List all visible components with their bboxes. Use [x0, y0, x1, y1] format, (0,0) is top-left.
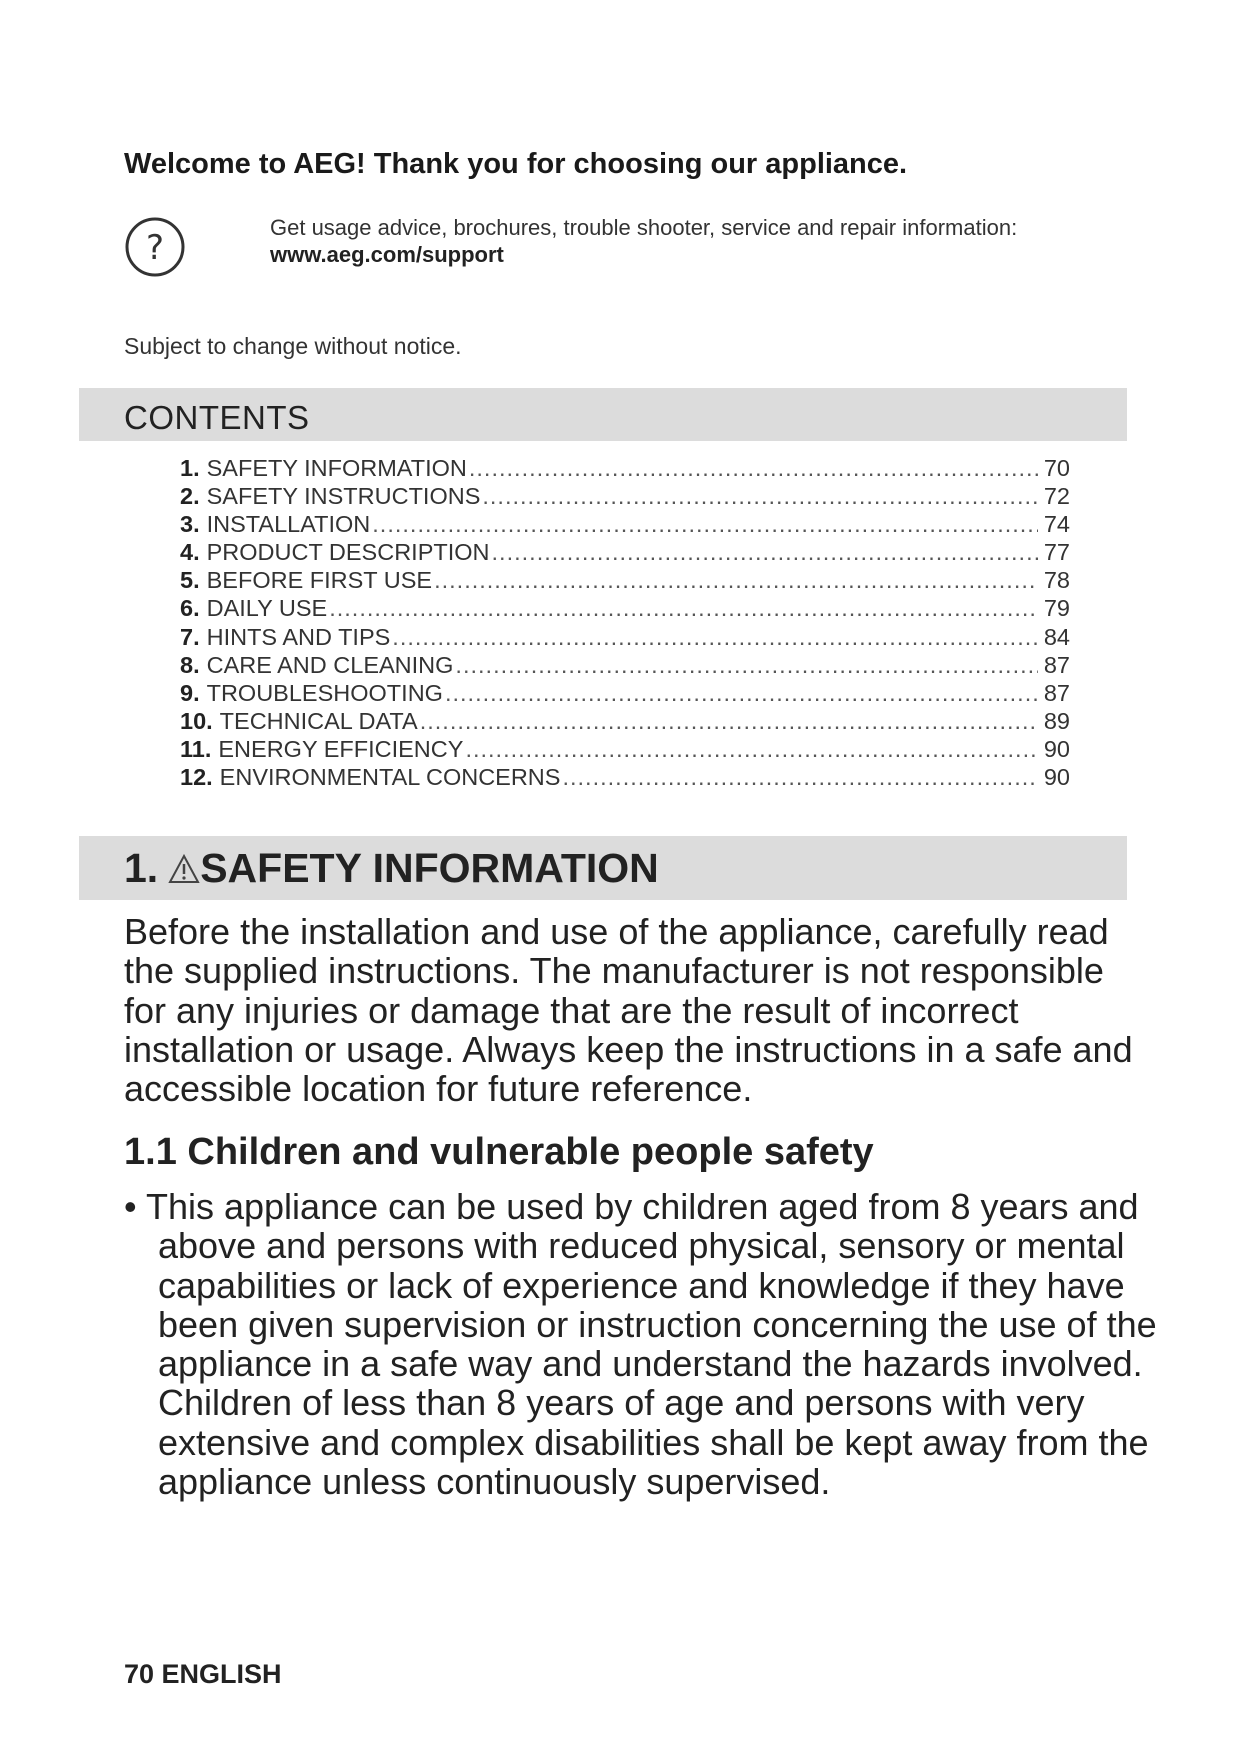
toc-leader — [469, 455, 1038, 482]
support-info — [270, 214, 1017, 268]
page-footer: 70 ENGLISH — [124, 1659, 282, 1689]
toc-label: ENVIRONMENTAL CONCERNS — [219, 764, 561, 791]
toc-number: 6. — [180, 595, 200, 622]
toc-item[interactable] — [180, 539, 1070, 567]
table-of-contents — [180, 455, 1070, 792]
toc-leader — [455, 652, 1038, 679]
toc-number: 4. — [180, 539, 200, 566]
toc-leader — [465, 736, 1038, 763]
toc-label: ENERGY EFFICIENCY — [218, 735, 464, 762]
toc-item[interactable] — [180, 455, 1070, 483]
section-number: 1. — [124, 845, 159, 891]
toc-page: 78 — [1043, 567, 1070, 594]
toc-label: TROUBLESHOOTING — [206, 679, 443, 706]
toc-leader — [329, 595, 1038, 622]
section-title: SAFETY INFORMATION — [200, 845, 659, 891]
toc-page: 90 — [1043, 764, 1070, 791]
toc-leader — [434, 567, 1038, 594]
toc-item[interactable] — [180, 736, 1070, 764]
toc-item[interactable] — [180, 595, 1070, 623]
toc-page: 72 — [1043, 483, 1070, 510]
bullet-text: This appliance can be used by children aged from 8 years and above and persons with reduced physical, sensory or mental capabilities or lack of experience and knowledge if they have been given supervision or instruction concerning the use of the appliance in a safe way and understand the hazards involved. Children of less than 8 years of age and persons with very extensive and complex disabilities shall be kept away from the appliance unless continuously supervised. — [145, 1186, 1157, 1503]
toc-label: SAFETY INSTRUCTIONS — [206, 483, 481, 510]
toc-page: 77 — [1043, 539, 1070, 566]
toc-number: 2. — [180, 483, 200, 510]
bullet-item: • This appliance can be used by children aged from 8 years and above and persons with reduced physical, sensory or mental capabilities or lack of experience and knowledge if they have been given supervision or instruction concerning the use of the appliance in a safe way and understand the hazards involved. Children of less than 8 years of age and persons with very extensive and complex disabilities shall be kept away from the appliance unless continuously supervised. — [124, 1186, 1157, 1503]
toc-label: PRODUCT DESCRIPTION — [206, 539, 490, 566]
contents-title: CONTENTS — [124, 399, 310, 436]
toc-page: 84 — [1043, 623, 1070, 650]
toc-label: DAILY USE — [206, 595, 328, 622]
toc-item[interactable] — [180, 764, 1070, 792]
toc-label: HINTS AND TIPS — [206, 623, 391, 650]
toc-leader — [372, 511, 1038, 538]
toc-page: 87 — [1043, 679, 1070, 706]
toc-number: 8. — [180, 651, 200, 678]
toc-item[interactable] — [180, 708, 1070, 736]
toc-leader — [482, 483, 1038, 510]
toc-leader — [445, 680, 1038, 707]
question-circle-icon — [124, 216, 186, 278]
toc-number: 3. — [180, 511, 200, 538]
subsection-heading: 1.1 Children and vulnerable people safety — [124, 1131, 874, 1173]
warning-triangle-icon — [168, 854, 200, 884]
toc-label: TECHNICAL DATA — [219, 707, 418, 734]
safety-intro: Before the installation and use of the appliance, carefully read the supplied instructions. The manufacturer is not responsible for any injuries or damage that are the result of incorrect installation or usage. Always keep the instructions in a safe and accessible location for future reference. — [124, 911, 1133, 1110]
section-heading — [124, 845, 659, 892]
change-notice: Subject to change without notice. — [124, 333, 462, 359]
welcome-heading: Welcome to AEG! Thank you for choosing our appliance. — [124, 148, 908, 180]
toc-number: 9. — [180, 679, 200, 706]
toc-number: 11. — [180, 735, 212, 762]
toc-number: 5. — [180, 567, 200, 594]
toc-number: 12. — [180, 764, 213, 791]
toc-leader — [562, 764, 1038, 791]
toc-item[interactable] — [180, 652, 1070, 680]
toc-page: 79 — [1043, 595, 1070, 622]
toc-page: 90 — [1043, 735, 1070, 762]
toc-item[interactable] — [180, 483, 1070, 511]
toc-label: CARE AND CLEANING — [206, 651, 454, 678]
toc-label: INSTALLATION — [206, 511, 371, 538]
toc-label: BEFORE FIRST USE — [206, 567, 433, 594]
toc-leader — [392, 624, 1038, 651]
toc-number: 1. — [180, 455, 200, 481]
toc-item[interactable] — [180, 511, 1070, 539]
support-link[interactable]: www.aeg.com/support — [270, 242, 504, 267]
toc-item[interactable] — [180, 680, 1070, 708]
toc-page: 74 — [1043, 511, 1070, 538]
support-description: Get usage advice, brochures, trouble shooter, service and repair information: — [270, 215, 1018, 240]
toc-leader — [492, 539, 1038, 566]
toc-page: 89 — [1043, 707, 1070, 734]
toc-page: 70 — [1043, 455, 1070, 481]
toc-number: 7. — [180, 623, 200, 650]
svg-text:?: ? — [145, 228, 165, 268]
toc-leader — [420, 708, 1038, 735]
toc-number: 10. — [180, 707, 213, 734]
toc-item[interactable] — [180, 624, 1070, 652]
toc-label: SAFETY INFORMATION — [206, 455, 467, 481]
toc-item[interactable] — [180, 567, 1070, 595]
toc-page: 87 — [1043, 651, 1070, 678]
